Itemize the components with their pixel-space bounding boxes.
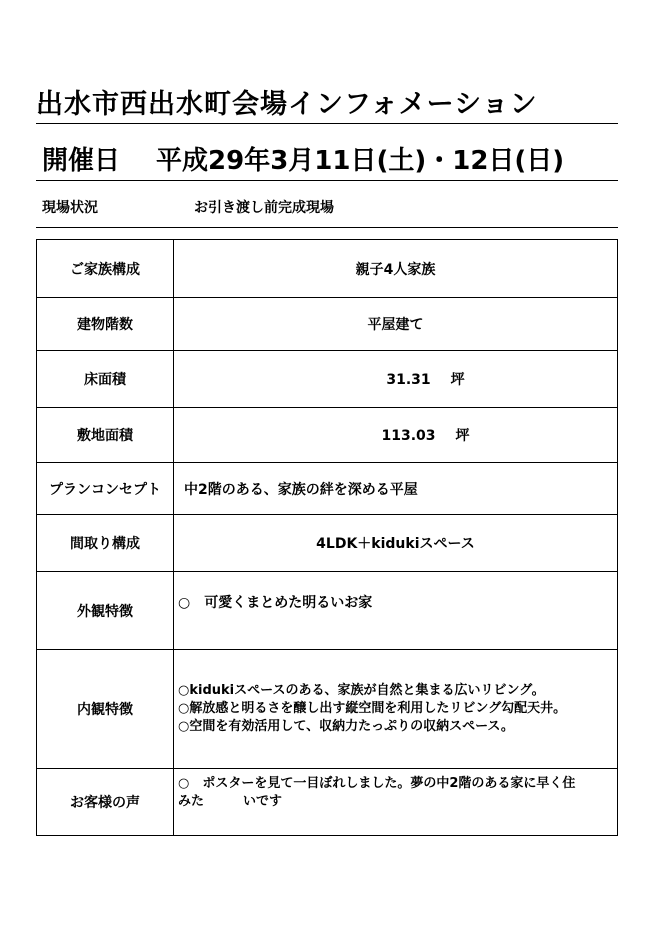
floor-area-label: 床面積 xyxy=(37,351,174,408)
table-row-voice xyxy=(37,769,618,836)
voice-line: みた いです xyxy=(178,794,283,809)
floors-label: 建物階数 xyxy=(37,298,174,351)
table-row-interior xyxy=(37,650,618,769)
table-row-floors xyxy=(37,298,618,351)
table-row-family xyxy=(37,240,618,298)
table-row-floor-area xyxy=(37,351,618,408)
exterior-value: ○ 可愛くまとめた明るいお家 xyxy=(174,572,618,650)
site-status-label: 現場状況 xyxy=(42,200,98,216)
site-area-cell xyxy=(174,408,618,463)
table-row-layout xyxy=(37,515,618,572)
event-date-label: 開催日 xyxy=(42,146,121,176)
table-row-concept xyxy=(37,463,618,515)
site-area-unit: 坪 xyxy=(455,428,470,444)
site-status xyxy=(42,197,334,217)
concept-label: プランコンセプト xyxy=(37,463,174,515)
info-table xyxy=(36,239,618,836)
floor-area-value: 31.31 xyxy=(386,372,431,388)
concept-value: 中2階のある、家族の絆を深める平屋 xyxy=(174,463,618,515)
voice-label: お客様の声 xyxy=(37,769,174,836)
interior-line: ○kidukiスペースのある、家族が自然と集まる広いリビング。 xyxy=(178,683,545,698)
event-date xyxy=(42,140,564,177)
event-date-value: 平成29年3月11日(土)・12日(日) xyxy=(156,146,565,176)
table-row-site-area xyxy=(37,408,618,463)
floor-area-cell xyxy=(174,351,618,408)
status-divider xyxy=(36,227,618,228)
table-row-exterior xyxy=(37,572,618,650)
family-value: 親子4人家族 xyxy=(174,240,618,298)
layout-value: 4LDK＋kidukiスペース xyxy=(174,515,618,572)
interior-cell xyxy=(174,650,618,769)
title-divider xyxy=(36,123,618,124)
floors-value: 平屋建て xyxy=(174,298,618,351)
interior-label: 内観特徴 xyxy=(37,650,174,769)
exterior-label: 外観特徴 xyxy=(37,572,174,650)
interior-line: ○空間を有効活用して、収納力たっぷりの収納スペース。 xyxy=(178,719,514,734)
site-area-label: 敷地面積 xyxy=(37,408,174,463)
date-divider xyxy=(36,180,618,181)
layout-label: 間取り構成 xyxy=(37,515,174,572)
interior-line: ○解放感と明るさを醸し出す縦空間を利用したリビング勾配天井。 xyxy=(178,701,567,716)
page-title: 出水市西出水町会場インフォメーション xyxy=(36,89,538,120)
site-status-value: お引き渡し前完成現場 xyxy=(194,200,334,216)
voice-line: ○ ポスターを見て一目ぼれしました。夢の中2階のある家に早く住 xyxy=(178,776,576,791)
family-label: ご家族構成 xyxy=(37,240,174,298)
voice-cell xyxy=(174,769,618,836)
site-area-value: 113.03 xyxy=(381,428,436,444)
floor-area-unit: 坪 xyxy=(450,372,465,388)
